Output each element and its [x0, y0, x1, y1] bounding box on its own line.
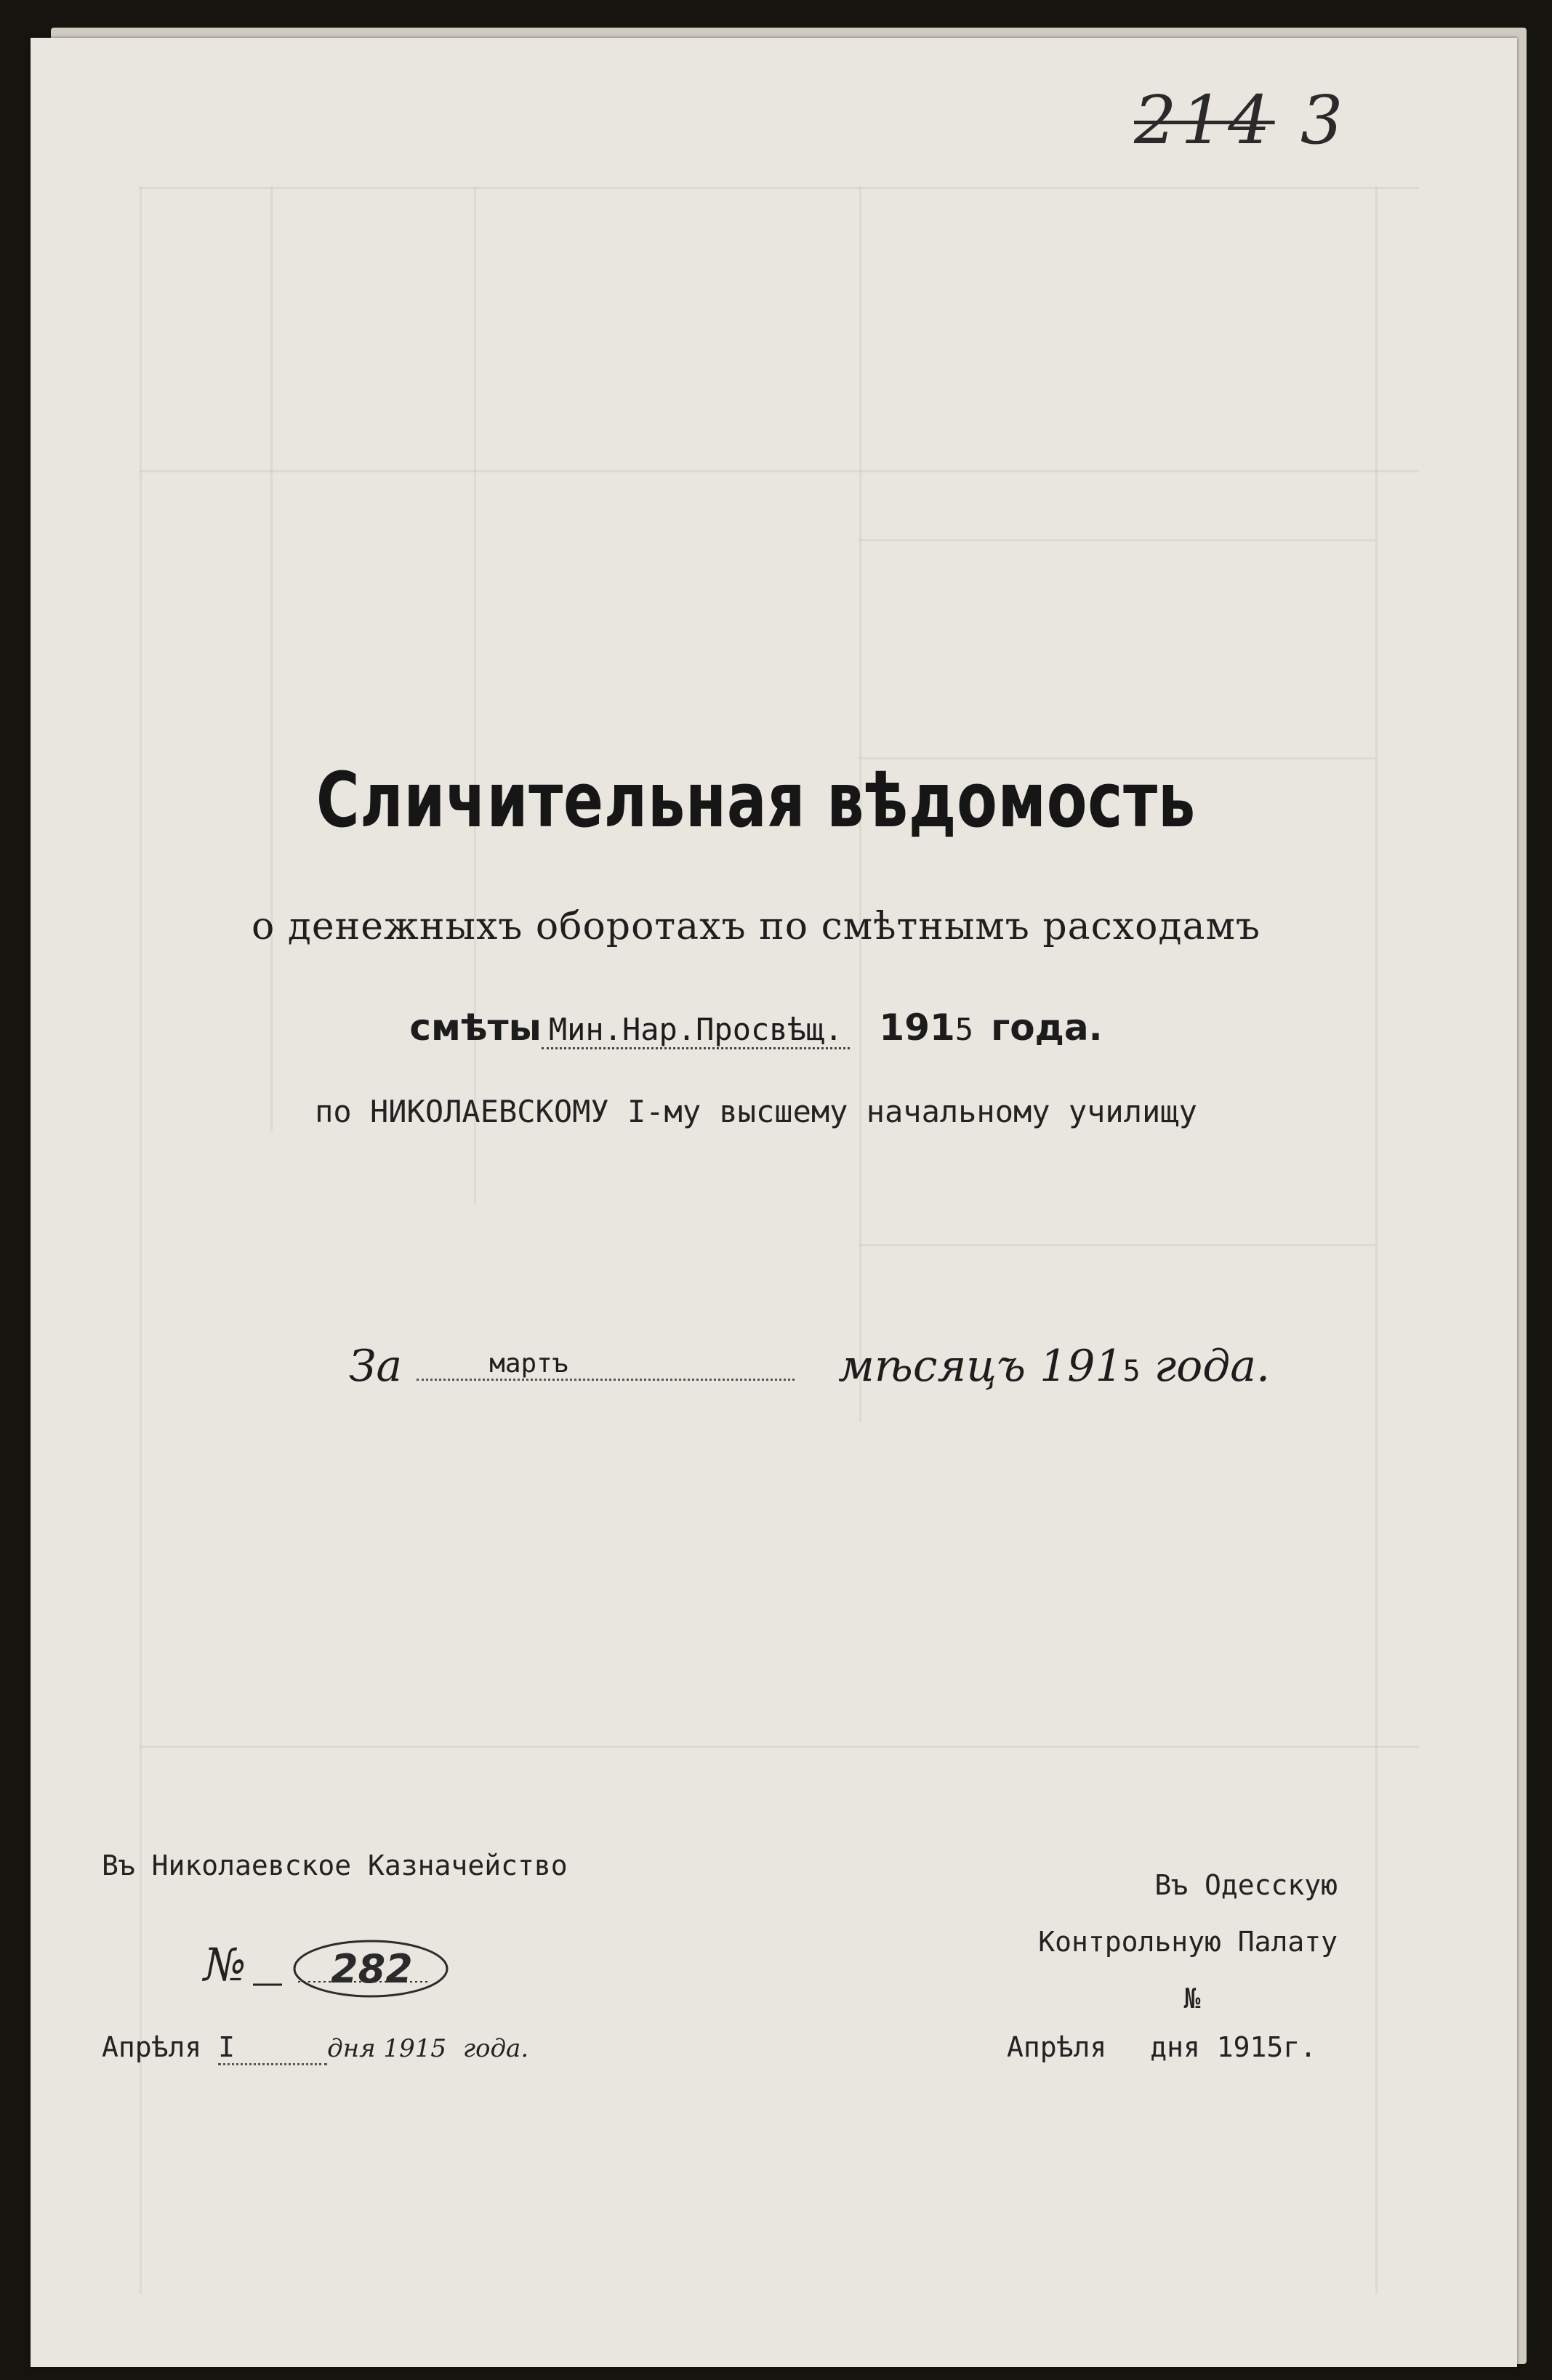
right-addressee-line2: Контрольную Палату [1038, 1926, 1338, 1958]
right-date-rest: дня 1915г. [1150, 2031, 1317, 2063]
bleed-line [140, 1746, 1419, 1748]
document-subtitle: о денежныхъ оборотахъ по смѣтнымъ расходамъ [252, 905, 1261, 948]
right-number-sign: № [1183, 1982, 1201, 2014]
period-month-field: мартъ [417, 1349, 795, 1381]
period-za: За [349, 1341, 403, 1392]
bleed-line [1375, 187, 1378, 2294]
bleed-line [859, 539, 1375, 541]
struck-folio-number: 214 [1134, 81, 1275, 159]
bleed-line [140, 187, 1419, 189]
period-line [349, 1341, 1270, 1392]
left-date-month: Апрѣля [102, 2031, 202, 2063]
bleed-line [474, 187, 476, 1204]
smeta-label: смѣты [409, 1007, 542, 1049]
archive-folio-number [1134, 81, 1347, 159]
left-date-day: I [218, 2031, 327, 2065]
bleed-line [859, 1244, 1375, 1246]
bleed-line [140, 470, 1419, 472]
document-title: Сличительная вѣдомость [315, 756, 1197, 844]
left-date-goda: года. [462, 2034, 529, 2063]
right-date-month: Апрѣля [1007, 2031, 1107, 2063]
smeta-year-suffix: 5 [954, 1012, 974, 1047]
left-date-year-digit: 15 [414, 2034, 446, 2063]
treasury-addressee: Въ Николаевское Казначейство [102, 1849, 568, 1881]
ministry-field: Мин.Нар.Просвѣщ. [542, 1012, 851, 1049]
current-folio-number: 3 [1300, 81, 1348, 159]
smeta-line [0, 1007, 1512, 1049]
period-year-suffix: 5 [1122, 1355, 1141, 1388]
period-year-prefix: 191 [1040, 1341, 1123, 1392]
period-goda: года. [1154, 1341, 1271, 1392]
svg-text:№: № [204, 1938, 246, 1991]
school-name-line: по НИКОЛАЕВСКОМУ I-му высшему начальному училищу [315, 1094, 1197, 1129]
right-date-line [1007, 2031, 1316, 2063]
smeta-goda: года. [991, 1007, 1103, 1049]
stamp-number-value: 282 [331, 1946, 413, 1992]
bleed-line [140, 187, 142, 2294]
left-date-dnya: дня 19 [327, 2034, 415, 2063]
period-mesyats: мѣсяцъ [838, 1341, 1026, 1392]
smeta-year-prefix: 191 [879, 1007, 955, 1049]
control-chamber-addressee [945, 1857, 1338, 2027]
right-addressee-line1: Въ Одесскую [1154, 1869, 1338, 1901]
bleed-line [270, 187, 273, 1131]
left-date-line [102, 2031, 528, 2065]
